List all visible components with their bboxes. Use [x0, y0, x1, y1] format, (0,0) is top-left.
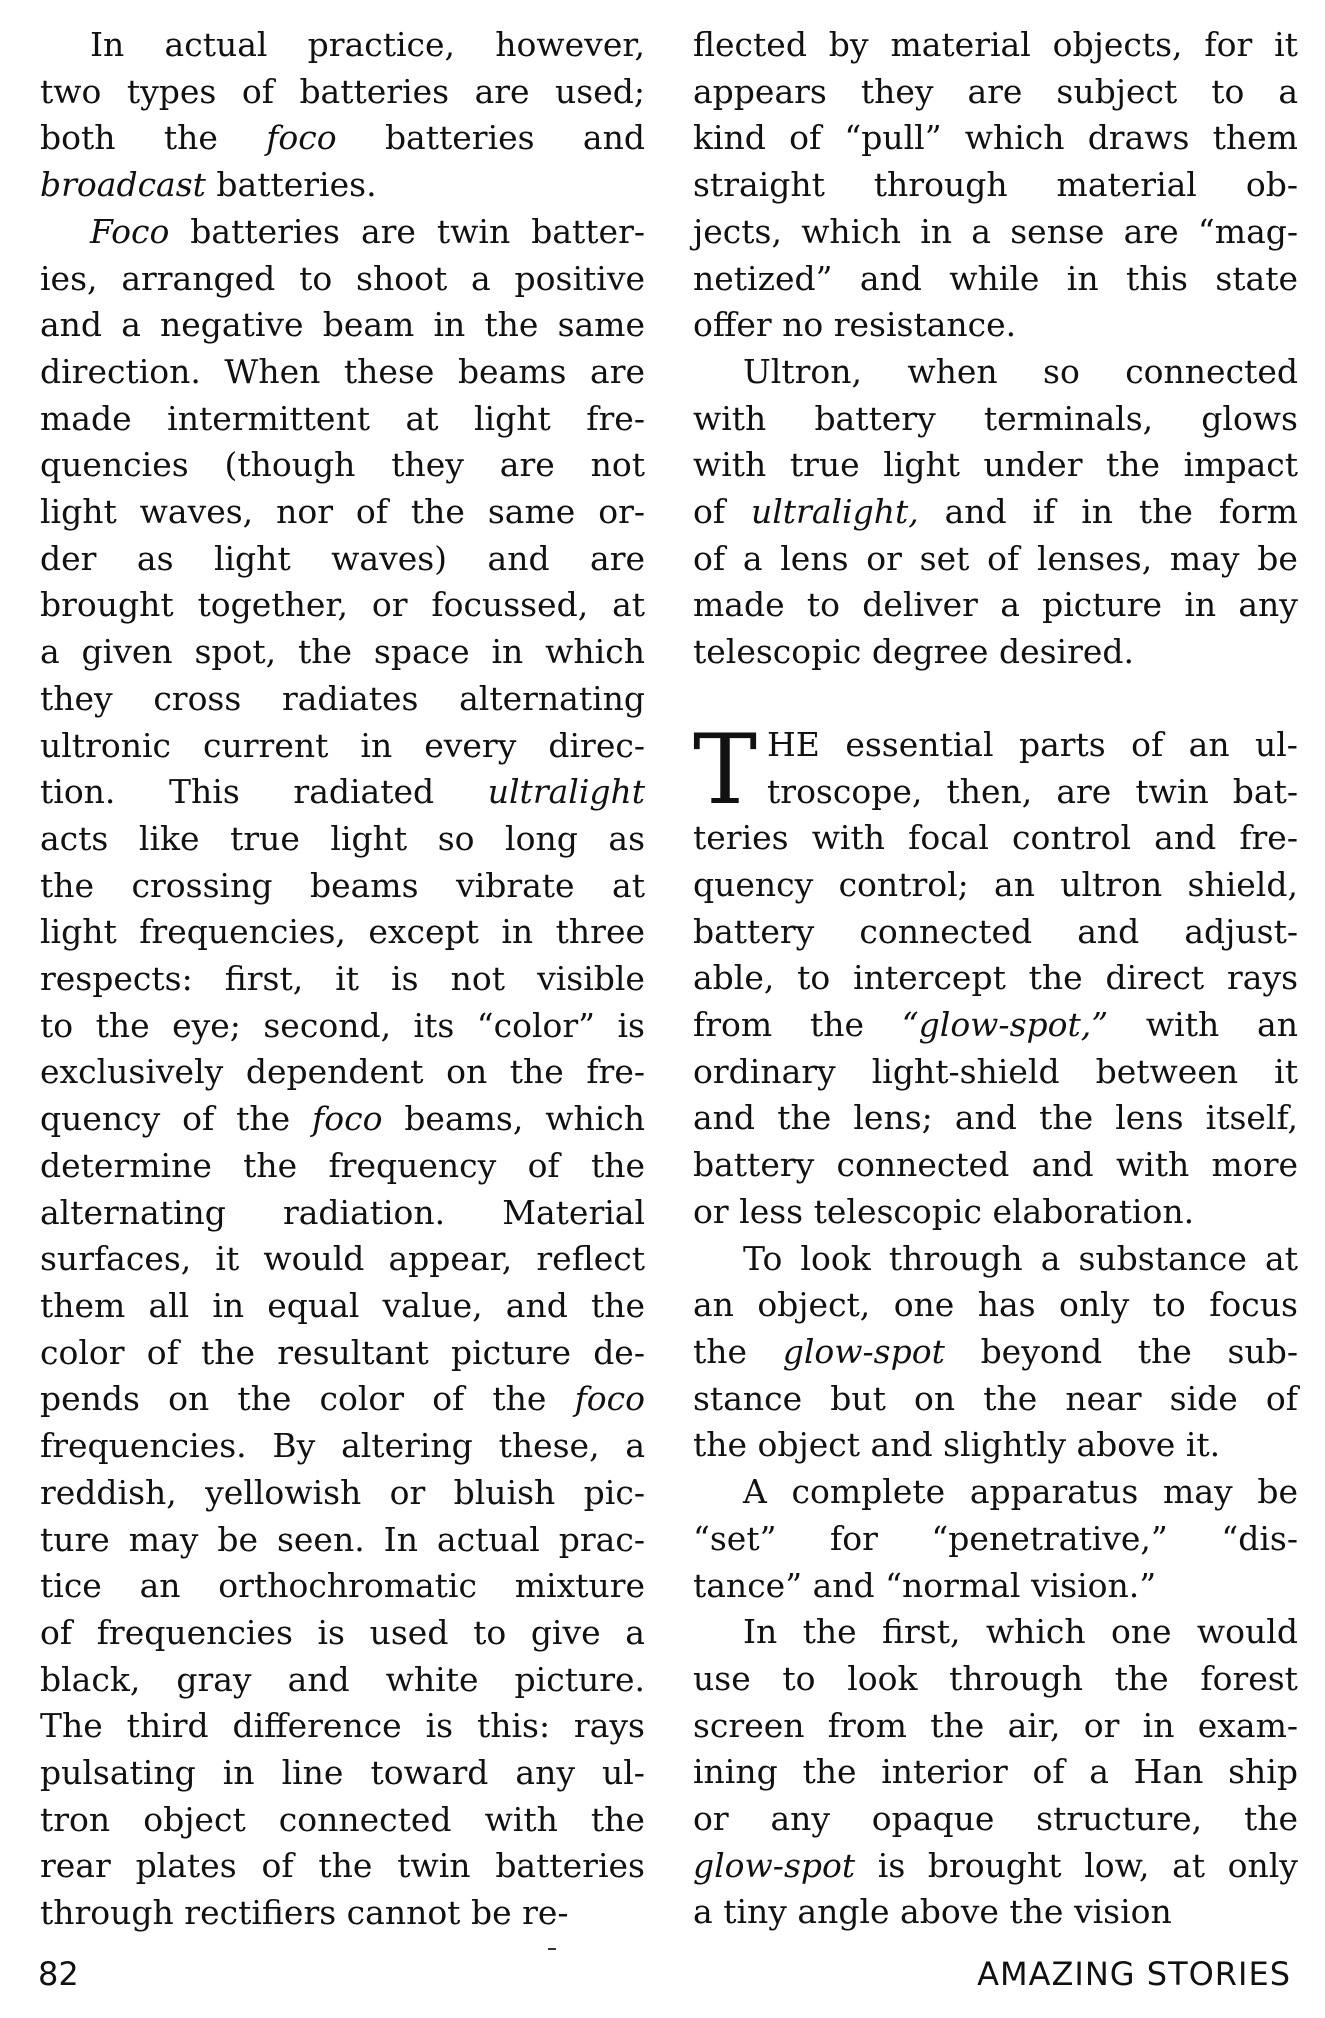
text-line: color of the resultant picture de- — [40, 1332, 645, 1372]
text-line: brought together, or focussed, at — [40, 585, 646, 625]
text-line: Ultron, when so connected — [743, 351, 1298, 391]
text-line: or less telescopic elaboration. — [693, 1191, 1195, 1231]
text-line: Foco batteries are twin batter- — [90, 211, 645, 251]
text-line: stance but on the near side of — [693, 1378, 1298, 1418]
text-line: and the lens; and the lens itself, — [693, 1098, 1299, 1138]
text-line: the glow-spot beyond the sub- — [693, 1331, 1298, 1371]
text-line: ining the interior of a Han ship — [693, 1752, 1298, 1792]
text-line: A complete apparatus may be — [743, 1472, 1298, 1512]
text-line: pulsating in line toward any ul- — [40, 1753, 645, 1793]
paragraph — [40, 209, 645, 1937]
right-column — [693, 22, 1298, 1936]
text-line: der as light waves) and are — [40, 538, 646, 578]
paragraph — [693, 1236, 1298, 1470]
text-line: made to deliver a picture in any — [693, 585, 1298, 625]
text-line: of ultralight, and if in the form — [693, 492, 1298, 532]
text-line: offer no resistance. — [693, 305, 1017, 345]
text-line: light frequencies, except in three — [40, 912, 646, 952]
text-line: quency of the foco beams, which — [40, 1099, 646, 1139]
text-line: tion. This radiated ultralight — [40, 772, 646, 812]
text-line: able, to intercept the direct rays — [693, 958, 1299, 998]
text-line: surfaces, it would appear, reflect — [40, 1239, 645, 1279]
text-line: telescopic degree desired. — [693, 632, 1135, 672]
text-line: tron object connected with the — [40, 1799, 645, 1839]
paragraph — [693, 22, 1298, 349]
text-line: acts like true light so long as — [40, 818, 645, 858]
paragraph — [40, 22, 645, 209]
text-line: use to look through the forest — [693, 1658, 1298, 1698]
text-line: with true light under the impact — [693, 445, 1299, 485]
text-line: determine the frequency of the — [40, 1145, 645, 1185]
center-mark — [548, 1948, 556, 1950]
text-line: an object, one has only to focus — [693, 1285, 1298, 1325]
text-line: To look through a substance at — [743, 1238, 1298, 1278]
text-line: the crossing beams vibrate at — [40, 865, 645, 905]
text-line: kind of “pull” which draws them — [693, 118, 1298, 158]
text-line: rear plates of the twin batteries — [40, 1846, 645, 1886]
text-line: netized” and while in this state — [693, 258, 1299, 298]
text-line: respects: first, it is not visible — [40, 959, 645, 999]
text-line: In the first, which one would — [743, 1612, 1298, 1652]
text-line: direction. When these beams are — [40, 351, 645, 391]
text-line: with battery terminals, glows — [693, 398, 1298, 438]
text-line: or any opaque structure, the — [693, 1799, 1298, 1839]
text-line: reddish, yellowish or bluish pic- — [40, 1472, 645, 1512]
text-line: from the “glow-spot,” with an — [693, 1005, 1298, 1045]
text-line: both the foco batteries and — [40, 118, 645, 158]
text-line: a given spot, the space in which — [40, 632, 645, 672]
text-line: made intermittent at light fre- — [40, 398, 645, 438]
text-line: battery connected and with more — [693, 1145, 1298, 1185]
text-line: HE essential parts of an ul- — [767, 724, 1298, 764]
text-line: In actual practice, however, — [90, 25, 645, 64]
text-line: a tiny angle above the vision — [693, 1892, 1172, 1932]
text-line: glow-spot is brought low, at only — [693, 1845, 1298, 1885]
text-line: through rectifiers cannot be re- — [40, 1893, 569, 1933]
page-number: 82 — [38, 1955, 79, 1993]
text-line: jects, which in a sense are “mag- — [693, 211, 1299, 251]
text-line: flected by material objects, for it — [693, 25, 1298, 64]
text-line: exclusively dependent on the fre- — [40, 1052, 645, 1092]
paragraph-dropcap — [693, 713, 1299, 1236]
text-line: appears they are subject to a — [693, 71, 1299, 111]
text-line: battery connected and adjust- — [693, 911, 1299, 951]
text-line: quency control; an ultron shield, — [693, 864, 1298, 904]
text-line: of a lens or set of lenses, may be — [693, 538, 1298, 578]
left-column — [40, 22, 645, 1937]
text-line: of frequencies is used to give a — [40, 1612, 645, 1652]
text-line: black, gray and white picture. — [40, 1659, 646, 1699]
text-line: pends on the color of the foco — [40, 1379, 646, 1419]
text-line: them all in equal value, and the — [40, 1285, 646, 1325]
text-line: straight through material ob- — [693, 165, 1298, 205]
text-line: ultronic current in every direc- — [40, 725, 645, 765]
text-line: troscope, then, are twin bat- — [767, 771, 1299, 811]
text-line: and a negative beam in the same — [40, 305, 645, 345]
text-line: two types of batteries are used; — [40, 71, 646, 111]
text-line: ture may be seen. In actual prac- — [40, 1519, 645, 1559]
text-line: alternating radiation. Material — [40, 1192, 645, 1232]
text-line: ordinary light-shield between it — [693, 1051, 1298, 1091]
drop-cap: T — [693, 713, 758, 826]
text-line: The third difference is this: rays — [40, 1706, 645, 1746]
text-line: ies, arranged to shoot a positive — [40, 258, 646, 298]
text-line: to the eye; second, its “color” is — [40, 1005, 645, 1045]
text-line: tice an orthochromatic mixture — [40, 1566, 646, 1606]
text-line: quencies (though they are not — [40, 445, 645, 485]
text-line: “set” for “penetrative,” “dis- — [693, 1518, 1298, 1558]
paragraph — [693, 1469, 1298, 1609]
text-line: tance” and “normal vision.” — [693, 1565, 1157, 1605]
text-line: the object and slightly above it. — [693, 1425, 1221, 1465]
text-line: teries with focal control and fre- — [693, 818, 1298, 858]
paragraph — [693, 1609, 1298, 1936]
paragraph — [693, 349, 1298, 676]
section-gap — [693, 676, 1298, 722]
text-line: frequencies. By altering these, a — [40, 1426, 645, 1466]
text-line: light waves, nor of the same or- — [40, 492, 645, 532]
text-line: broadcast batteries. — [40, 165, 377, 205]
text-line: they cross radiates alternating — [40, 678, 646, 718]
magazine-title: AMAZING STORIES — [977, 1955, 1291, 1993]
text-line: screen from the air, or in exam- — [693, 1705, 1299, 1745]
